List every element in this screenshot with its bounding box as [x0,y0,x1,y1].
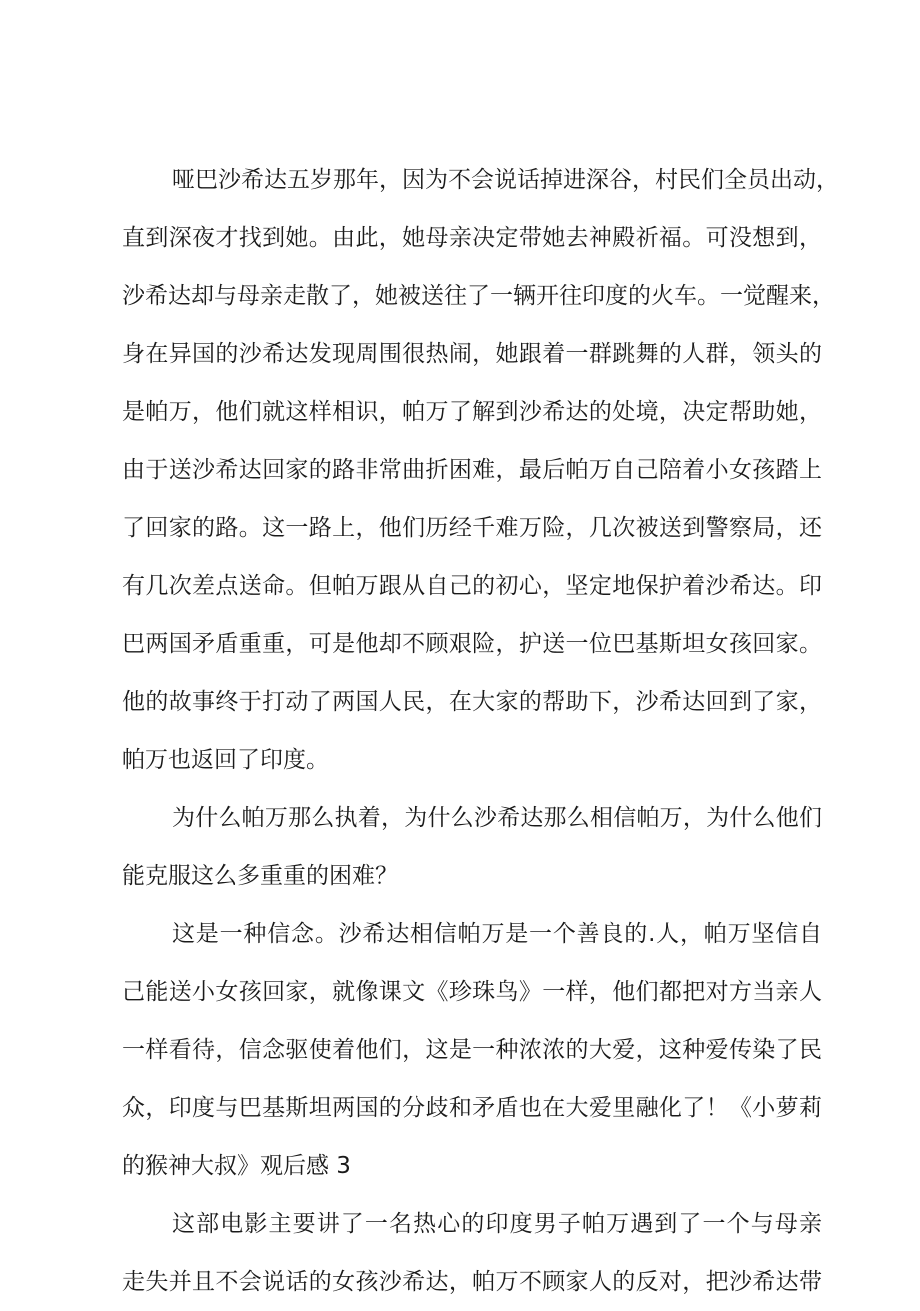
paragraph-3 [122,905,822,1195]
text-line: 一样看待，信念驱使着他们，这是一种浓浓的大爱，这种爱传染了民 [122,1037,822,1063]
text-line: 走失并且不会说话的女孩沙希达，帕万不顾家人的反对，把沙希达带 [122,1269,822,1295]
text-line: 巴两国矛盾重重，可是他却不顾艰险，护送一位巴基斯坦女孩回家。 [122,631,822,657]
text-line: 这是一种信念。沙希达相信帕万是一个善良的.人，帕万坚信自 [172,921,822,947]
text-line: 为什么帕万那么执着，为什么沙希达那么相信帕万，为什么他们 [172,805,822,831]
text-line: 有几次差点送命。但帕万跟从自己的初心，坚定地保护着沙希达。印 [122,573,822,599]
document-body [122,151,839,1311]
text-line: 的猴神大叔》观后感 3 [122,1153,351,1179]
text-line: 身在异国的沙希达发现周围很热闹，她跟着一群跳舞的人群，领头的 [122,341,822,367]
text-line: 他的故事终于打动了两国人民，在大家的帮助下，沙希达回到了家， [122,689,822,715]
text-line: 了回家的路。这一路上，他们历经千难万险，几次被送到警察局，还 [122,515,822,541]
paragraph-4 [122,1195,822,1311]
text-line: 哑巴沙希达五岁那年，因为不会说话掉进深谷，村民们全员出动， [172,167,839,193]
paragraph-1 [122,151,839,789]
text-line: 众，印度与巴基斯坦两国的分歧和矛盾也在大爱里融化了！《小萝莉 [122,1095,822,1121]
text-line: 己能送小女孩回家，就像课文《珍珠鸟》一样，他们都把对方当亲人 [122,979,822,1005]
text-line: 沙希达却与母亲走散了，她被送往了一辆开往印度的火车。一觉醒来， [122,283,835,309]
text-line: 帕万也返回了印度。 [122,747,329,773]
text-line: 能克服这么多重重的困难？ [122,863,398,889]
text-line: 由于送沙希达回家的路非常曲折困难，最后帕万自己陪着小女孩踏上 [122,457,822,483]
text-line: 这部电影主要讲了一名热心的印度男子帕万遇到了一个与母亲 [172,1211,822,1237]
text-line: 是帕万，他们就这样相识，帕万了解到沙希达的处境，决定帮助她， [122,399,822,425]
paragraph-2 [122,789,822,905]
text-line: 直到深夜才找到她。由此，她母亲决定带她去神殿祈福。可没想到， [122,225,822,251]
